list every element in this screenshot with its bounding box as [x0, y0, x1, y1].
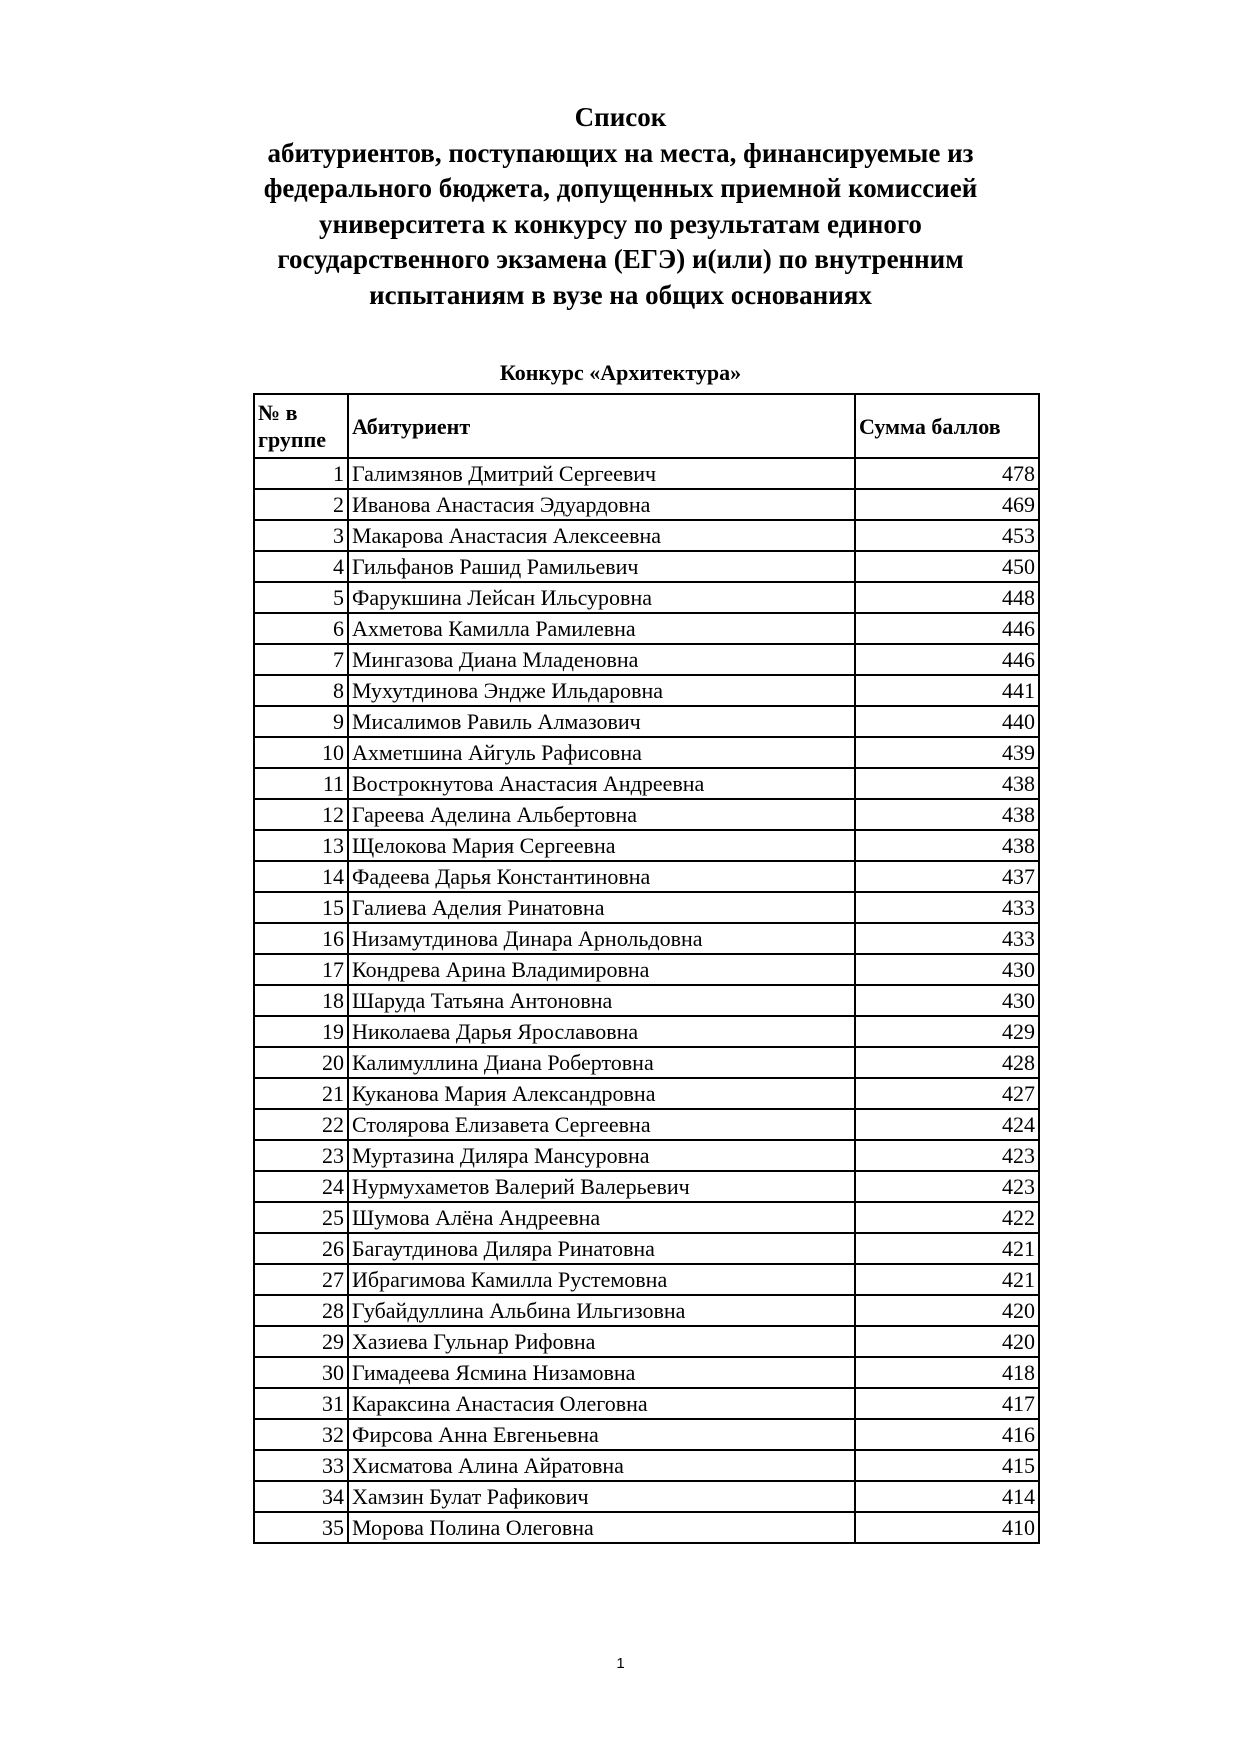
header-group-number: № в группе	[254, 394, 348, 458]
applicant-name: Ахметова Камилла Рамилевна	[348, 613, 855, 644]
applicant-name: Низамутдинова Динара Арнольдовна	[348, 923, 855, 954]
applicant-name: Куканова Мария Александровна	[348, 1078, 855, 1109]
row-number: 1	[254, 458, 348, 489]
score-sum: 478	[855, 458, 1039, 489]
title-line: государственного экзамена (ЕГЭ) и(или) по внутренним	[277, 244, 964, 274]
applicant-name: Макарова Анастасия Алексеевна	[348, 520, 855, 551]
row-number: 24	[254, 1171, 348, 1202]
score-sum: 422	[855, 1202, 1039, 1233]
contest-title: Конкурс «Архитектура»	[499, 360, 742, 385]
table-row	[254, 644, 1039, 675]
table-row	[254, 1140, 1039, 1171]
row-number: 19	[254, 1016, 348, 1047]
score-sum: 437	[855, 861, 1039, 892]
applicant-name: Щелокова Мария Сергеевна	[348, 830, 855, 861]
score-sum: 446	[855, 644, 1039, 675]
page-number: 1	[616, 1655, 625, 1672]
table-row	[254, 737, 1039, 768]
table-row	[254, 1264, 1039, 1295]
score-sum: 453	[855, 520, 1039, 551]
table-row	[254, 706, 1039, 737]
applicant-name: Галиева Аделия Ринатовна	[348, 892, 855, 923]
score-sum: 469	[855, 489, 1039, 520]
applicant-name: Багаутдинова Диляра Ринатовна	[348, 1233, 855, 1264]
row-number: 15	[254, 892, 348, 923]
table-row	[254, 1047, 1039, 1078]
row-number: 18	[254, 985, 348, 1016]
score-sum: 438	[855, 768, 1039, 799]
row-number: 3	[254, 520, 348, 551]
applicant-name: Губайдуллина Альбина Ильгизовна	[348, 1295, 855, 1326]
table-row	[254, 985, 1039, 1016]
table-row	[254, 1078, 1039, 1109]
row-number: 34	[254, 1481, 348, 1512]
applicant-name: Мингазова Диана Младеновна	[348, 644, 855, 675]
row-number: 4	[254, 551, 348, 582]
score-sum: 420	[855, 1295, 1039, 1326]
score-sum: 448	[855, 582, 1039, 613]
applicant-name: Нурмухаметов Валерий Валерьевич	[348, 1171, 855, 1202]
table-row	[254, 1357, 1039, 1388]
row-number: 21	[254, 1078, 348, 1109]
applicant-name: Хисматова Алина Айратовна	[348, 1450, 855, 1481]
score-sum: 438	[855, 799, 1039, 830]
table-row	[254, 1388, 1039, 1419]
table-row	[254, 954, 1039, 985]
document-title	[0, 100, 1241, 313]
table-row	[254, 489, 1039, 520]
score-sum: 439	[855, 737, 1039, 768]
table-row	[254, 861, 1039, 892]
score-sum: 410	[855, 1512, 1039, 1543]
table-row	[254, 1481, 1039, 1512]
row-number: 27	[254, 1264, 348, 1295]
table-row	[254, 1295, 1039, 1326]
table-row	[254, 1202, 1039, 1233]
applicant-name: Фирсова Анна Евгеньевна	[348, 1419, 855, 1450]
table-row	[254, 1233, 1039, 1264]
table-row	[254, 799, 1039, 830]
score-sum: 418	[855, 1357, 1039, 1388]
row-number: 23	[254, 1140, 348, 1171]
applicant-name: Вострокнутова Анастасия Андреевна	[348, 768, 855, 799]
score-sum: 429	[855, 1016, 1039, 1047]
table-row	[254, 1109, 1039, 1140]
row-number: 16	[254, 923, 348, 954]
title-line: абитуриентов, поступающих на места, финансируемые из	[267, 137, 974, 168]
row-number: 28	[254, 1295, 348, 1326]
table-header-row	[254, 394, 1039, 458]
table-row	[254, 923, 1039, 954]
table-row	[254, 830, 1039, 861]
applicant-name: Муртазина Диляра Мансуровна	[348, 1140, 855, 1171]
applicant-name: Мисалимов Равиль Алмазович	[348, 706, 855, 737]
applicant-name: Ибрагимова Камилла Рустемовна	[348, 1264, 855, 1295]
score-sum: 427	[855, 1078, 1039, 1109]
score-sum: 420	[855, 1326, 1039, 1357]
applicant-name: Гимадеева Ясмина Низамовна	[348, 1357, 855, 1388]
row-number: 33	[254, 1450, 348, 1481]
score-sum: 423	[855, 1140, 1039, 1171]
table-row	[254, 1326, 1039, 1357]
applicant-name: Морова Полина Олеговна	[348, 1512, 855, 1543]
row-number: 13	[254, 830, 348, 861]
table-row	[254, 1171, 1039, 1202]
score-sum: 430	[855, 954, 1039, 985]
row-number: 31	[254, 1388, 348, 1419]
applicant-name: Хамзин Булат Рафикович	[348, 1481, 855, 1512]
row-number: 9	[254, 706, 348, 737]
row-number: 26	[254, 1233, 348, 1264]
row-number: 17	[254, 954, 348, 985]
applicant-name: Шумова Алёна Андреевна	[348, 1202, 855, 1233]
score-sum: 433	[855, 923, 1039, 954]
score-sum: 421	[855, 1233, 1039, 1264]
title-line: федерального бюджета, допущенных приемной комиссией	[263, 173, 978, 203]
table-row	[254, 582, 1039, 613]
applicant-name: Кондрева Арина Владимировна	[348, 954, 855, 985]
applicant-name: Шаруда Татьяна Антоновна	[348, 985, 855, 1016]
score-sum: 414	[855, 1481, 1039, 1512]
applicant-name: Калимуллина Диана Робертовна	[348, 1047, 855, 1078]
applicant-name: Ахметшина Айгуль Рафисовна	[348, 737, 855, 768]
row-number: 22	[254, 1109, 348, 1140]
row-number: 20	[254, 1047, 348, 1078]
applicant-name: Гареева Аделина Альбертовна	[348, 799, 855, 830]
score-sum: 433	[855, 892, 1039, 923]
header-applicant: Абитуриент	[348, 394, 855, 458]
table-row	[254, 1016, 1039, 1047]
score-sum: 424	[855, 1109, 1039, 1140]
row-number: 6	[254, 613, 348, 644]
applicant-name: Галимзянов Дмитрий Сергеевич	[348, 458, 855, 489]
table-body	[254, 458, 1039, 1543]
applicant-name: Караксина Анастасия Олеговна	[348, 1388, 855, 1419]
applicant-name: Иванова Анастасия Эдуардовна	[348, 489, 855, 520]
table-row	[254, 892, 1039, 923]
applicant-name: Николаева Дарья Ярославовна	[348, 1016, 855, 1047]
table-row	[254, 458, 1039, 489]
applicant-name: Фадеева Дарья Константиновна	[348, 861, 855, 892]
table-row	[254, 1512, 1039, 1543]
table-row	[254, 675, 1039, 706]
row-number: 32	[254, 1419, 348, 1450]
row-number: 14	[254, 861, 348, 892]
row-number: 30	[254, 1357, 348, 1388]
header-score-sum: Сумма баллов	[855, 394, 1039, 458]
row-number: 8	[254, 675, 348, 706]
score-sum: 417	[855, 1388, 1039, 1419]
score-sum: 441	[855, 675, 1039, 706]
score-sum: 446	[855, 613, 1039, 644]
row-number: 5	[254, 582, 348, 613]
row-number: 11	[254, 768, 348, 799]
row-number: 35	[254, 1512, 348, 1543]
row-number: 25	[254, 1202, 348, 1233]
applicant-name: Мухутдинова Эндже Ильдаровна	[348, 675, 855, 706]
score-sum: 423	[855, 1171, 1039, 1202]
table-row	[254, 613, 1039, 644]
title-line: Список	[574, 102, 667, 132]
score-sum: 430	[855, 985, 1039, 1016]
score-sum: 421	[855, 1264, 1039, 1295]
score-sum: 416	[855, 1419, 1039, 1450]
table-row	[254, 768, 1039, 799]
table-row	[254, 551, 1039, 582]
table-row	[254, 1419, 1039, 1450]
score-sum: 415	[855, 1450, 1039, 1481]
table-row	[254, 1450, 1039, 1481]
score-sum: 428	[855, 1047, 1039, 1078]
applicant-name: Хазиева Гульнар Рифовна	[348, 1326, 855, 1357]
score-sum: 438	[855, 830, 1039, 861]
row-number: 29	[254, 1326, 348, 1357]
row-number: 12	[254, 799, 348, 830]
row-number: 10	[254, 737, 348, 768]
applicant-name: Фарукшина Лейсан Ильсуровна	[348, 582, 855, 613]
score-sum: 450	[855, 551, 1039, 582]
row-number: 2	[254, 489, 348, 520]
applicants-table	[253, 393, 1040, 1544]
applicant-name: Гильфанов Рашид Рамильевич	[348, 551, 855, 582]
title-line: испытаниям в вузе на общих основаниях	[369, 279, 872, 310]
table-row	[254, 520, 1039, 551]
score-sum: 440	[855, 706, 1039, 737]
row-number: 7	[254, 644, 348, 675]
title-line: университета к конкурсу по результатам единого	[319, 208, 922, 239]
applicant-name: Столярова Елизавета Сергеевна	[348, 1109, 855, 1140]
